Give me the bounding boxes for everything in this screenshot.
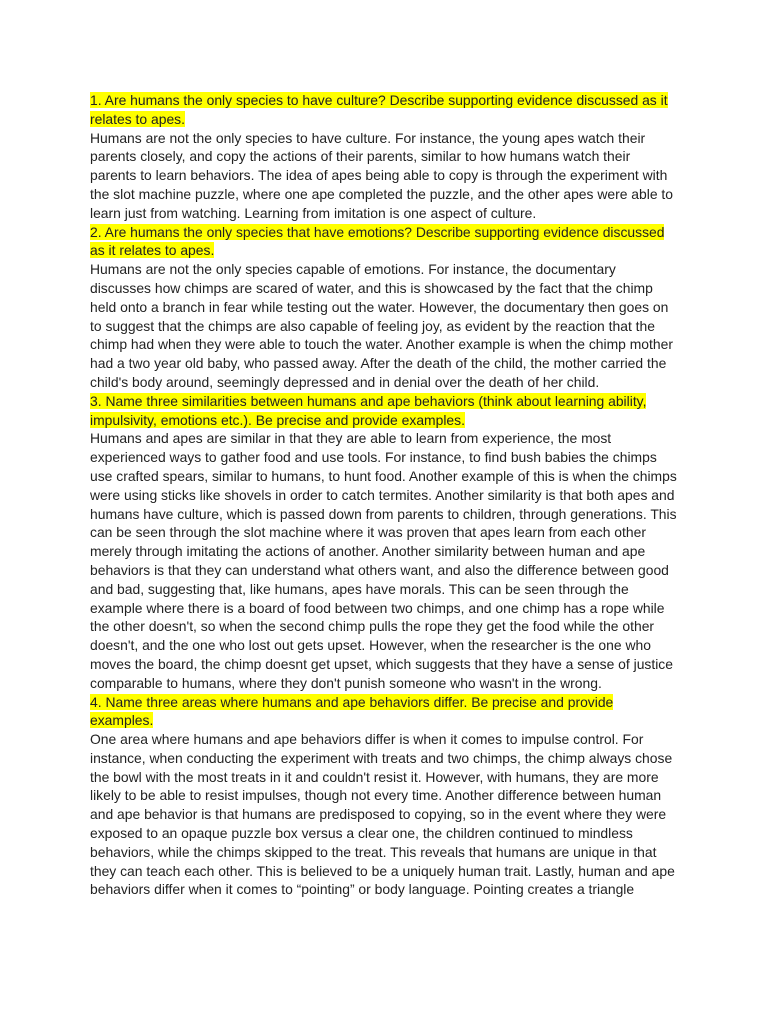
question-3 xyxy=(90,392,680,430)
document-page xyxy=(90,91,680,899)
question-1 xyxy=(90,91,680,129)
question-2-highlight: 2. Are humans the only species that have emotions? Describe supporting evidence discussed as it relates to apes. xyxy=(90,223,665,259)
section-differences xyxy=(90,693,680,900)
question-1-highlight: 1. Are humans the only species to have culture? Describe supporting evidence discussed as it relates to apes. xyxy=(90,92,668,127)
section-emotions xyxy=(90,223,680,392)
question-3-highlight: 3. Name three similarities between humans and ape behaviors (think about learning ability, impulsivity, emotions etc.). Be precise and provide examples. xyxy=(90,392,647,428)
section-culture xyxy=(90,91,680,223)
answer-3: Humans and apes are similar in that they are able to learn from experience, the most experienced ways to gather food and use tools. For instance, to find bush babies the chimps use crafted spears, similar to humans, to hunt food. Another example of this is when the chimps were using sticks like shovels in order to catch termites. Another similarity is that both apes and humans have culture, which is passed down from parents to children, through generations. This can be seen through the slot machine where it was proven that apes learn from each other merely through imitating the actions of another. Another similarity between human and ape behaviors is that they can understand what others want, and also the difference between good and bad, suggesting that, like humans, apes have morals. This can be seen through the example where there is a board of food between two chimps, and one chimp has a rope while the other doesn't, so when the second chimp pulls the rope they get the food while the other doesn't, and the one who lost out gets upset. However, when the researcher is the one who moves the board, the chimp doesnt get upset, which suggests that they have a sense of justice comparable to humans, where they don't punish someone who wasn't in the wrong. xyxy=(90,430,677,691)
question-4 xyxy=(90,693,680,731)
answer-4: One area where humans and ape behaviors differ is when it comes to impulse control. For instance, when conducting the experiment with treats and two chimps, the chimp always chose the bowl with the most treats in it and couldn't resist it. However, with humans, they are more likely to be able to resist impulses, though not every time. Another difference between human and ape behavior is that humans are predisposed to copying, so in the event where they were exposed to an opaque puzzle box versus a clear one, the children continued to mindless behaviors, while the chimps skipped to the treat. This reveals that humans are unique in that they can teach each other. This is believed to be a uniquely human trait. Lastly, human and ape behaviors differ when it comes to “pointing” or body language. Pointing creates a triangle xyxy=(90,731,675,898)
question-2 xyxy=(90,223,680,261)
answer-2: Humans are not the only species capable of emotions. For instance, the documentary discusses how chimps are scared of water, and this is showcased by the fact that the chimp held onto a branch in fear while testing out the water. However, the documentary then goes on to suggest that the chimps are also capable of feeling joy, as evident by the reaction that the chimp had when they were able to touch the water. Another example is when the chimp mother had a two year old baby, who passed away. After the death of the child, the mother carried the child's body around, seemingly depressed and in denial over the death of her child. xyxy=(90,261,673,390)
answer-1: Humans are not the only species to have culture. For instance, the young apes watch their parents closely, and copy the actions of their parents, similar to how humans watch their parents to learn behaviors. The idea of apes being able to copy is through the experiment with the slot machine puzzle, where one ape completed the puzzle, and the other apes were able to learn just from watching. Learning from imitation is one aspect of culture. xyxy=(90,129,674,221)
question-4-highlight: 4. Name three areas where humans and ape behaviors differ. Be precise and provide examples. xyxy=(90,693,614,729)
section-similarities xyxy=(90,392,680,693)
